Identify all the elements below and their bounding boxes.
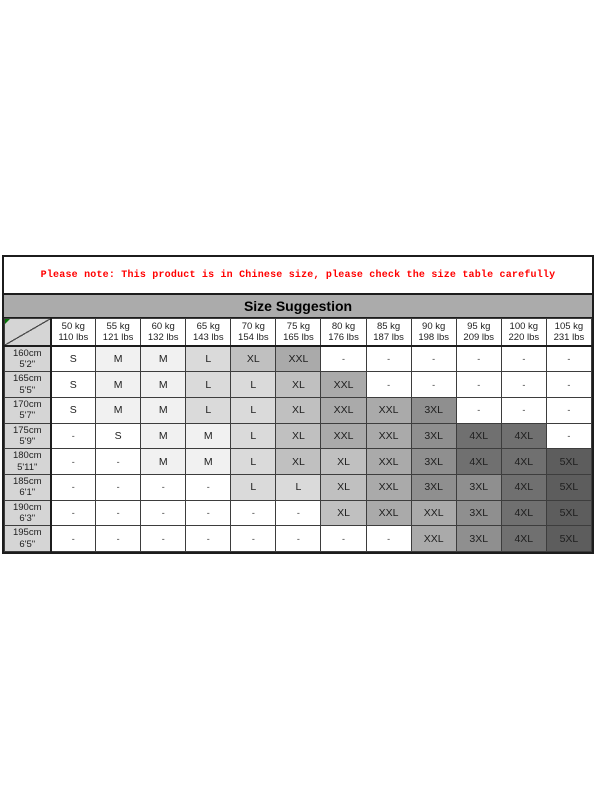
size-table-body: [5, 346, 592, 552]
col-header: 85 kg 187 lbs: [366, 319, 411, 347]
size-cell: L: [231, 474, 276, 500]
size-cell: L: [231, 397, 276, 423]
size-suggestion-title: Size Suggestion: [4, 293, 592, 318]
col-header: 50 kg 110 lbs: [51, 319, 96, 347]
size-cell: M: [96, 372, 141, 398]
size-cell: L: [231, 372, 276, 398]
size-cell: M: [141, 346, 186, 372]
size-cell: XXL: [321, 397, 366, 423]
size-cell: XL: [321, 449, 366, 475]
size-cell: 4XL: [501, 449, 546, 475]
size-cell: 3XL: [411, 449, 456, 475]
size-cell: M: [96, 397, 141, 423]
col-header: 95 kg 209 lbs: [456, 319, 501, 347]
col-header: 105 kg 231 lbs: [546, 319, 591, 347]
size-cell: -: [96, 449, 141, 475]
size-cell: M: [141, 449, 186, 475]
size-cell: 5XL: [546, 500, 591, 526]
table-row: [5, 423, 592, 449]
size-cell: XXL: [366, 449, 411, 475]
size-cell: -: [51, 474, 96, 500]
size-cell: -: [366, 526, 411, 552]
row-header: 180cm 5'11": [5, 449, 51, 475]
col-header: 75 kg 165 lbs: [276, 319, 321, 347]
size-cell: 3XL: [456, 500, 501, 526]
size-cell: -: [51, 526, 96, 552]
size-cell: 3XL: [456, 526, 501, 552]
size-cell: S: [51, 346, 96, 372]
size-chart-sheet: [2, 255, 594, 554]
col-header: 70 kg 154 lbs: [231, 319, 276, 347]
size-cell: 3XL: [456, 474, 501, 500]
size-cell: -: [96, 500, 141, 526]
size-cell: XXL: [321, 423, 366, 449]
size-cell: -: [51, 423, 96, 449]
table-row: [5, 500, 592, 526]
table-row: [5, 526, 592, 552]
size-cell: XXL: [366, 423, 411, 449]
size-cell: 4XL: [501, 500, 546, 526]
size-cell: XXL: [411, 500, 456, 526]
size-cell: -: [411, 372, 456, 398]
size-cell: 5XL: [546, 449, 591, 475]
size-cell: -: [456, 372, 501, 398]
size-cell: -: [141, 526, 186, 552]
size-cell: 4XL: [456, 449, 501, 475]
size-cell: L: [231, 449, 276, 475]
size-cell: -: [96, 474, 141, 500]
size-cell: M: [141, 423, 186, 449]
size-cell: XXL: [411, 526, 456, 552]
size-cell: XL: [276, 449, 321, 475]
size-cell: L: [186, 346, 231, 372]
diagonal-line: [5, 319, 50, 345]
size-cell: M: [96, 346, 141, 372]
size-cell: 3XL: [411, 423, 456, 449]
col-header: 55 kg 121 lbs: [96, 319, 141, 347]
size-cell: -: [96, 526, 141, 552]
row-header: 195cm 6'5": [5, 526, 51, 552]
row-header: 170cm 5'7": [5, 397, 51, 423]
size-cell: 4XL: [501, 423, 546, 449]
col-header: 90 kg 198 lbs: [411, 319, 456, 347]
size-cell: -: [51, 449, 96, 475]
size-cell: -: [366, 346, 411, 372]
size-cell: XXL: [366, 500, 411, 526]
corner-marker-icon: [5, 319, 10, 324]
table-row: [5, 346, 592, 372]
col-header: 100 kg 220 lbs: [501, 319, 546, 347]
size-cell: L: [186, 397, 231, 423]
size-cell: -: [411, 346, 456, 372]
size-cell: XL: [276, 372, 321, 398]
size-cell: 3XL: [411, 397, 456, 423]
size-cell: S: [96, 423, 141, 449]
size-cell: S: [51, 372, 96, 398]
table-row: [5, 397, 592, 423]
table-row: [5, 372, 592, 398]
size-cell: -: [51, 500, 96, 526]
size-cell: 3XL: [411, 474, 456, 500]
row-header: 185cm 6'1": [5, 474, 51, 500]
size-cell: -: [231, 526, 276, 552]
size-cell: -: [501, 372, 546, 398]
chinese-size-note: Please note: This product is in Chinese size, please check the size table carefully: [40, 269, 556, 281]
size-cell: XL: [321, 474, 366, 500]
col-header: 80 kg 176 lbs: [321, 319, 366, 347]
size-cell: -: [276, 500, 321, 526]
header-row: [5, 319, 592, 347]
size-cell: M: [141, 397, 186, 423]
table-row: [5, 474, 592, 500]
size-cell: XXL: [366, 474, 411, 500]
size-cell: XXL: [321, 372, 366, 398]
size-cell: L: [276, 474, 321, 500]
size-cell: -: [546, 423, 591, 449]
col-header: 60 kg 132 lbs: [141, 319, 186, 347]
size-cell: -: [231, 500, 276, 526]
row-header: 190cm 6'3": [5, 500, 51, 526]
size-cell: XL: [231, 346, 276, 372]
size-cell: M: [186, 423, 231, 449]
size-cell: -: [501, 397, 546, 423]
table-row: [5, 449, 592, 475]
size-cell: S: [51, 397, 96, 423]
size-cell: L: [186, 372, 231, 398]
size-cell: -: [321, 526, 366, 552]
size-cell: -: [141, 474, 186, 500]
size-cell: XXL: [366, 397, 411, 423]
size-cell: XXL: [276, 346, 321, 372]
size-cell: -: [186, 526, 231, 552]
size-cell: -: [456, 346, 501, 372]
size-cell: -: [366, 372, 411, 398]
size-cell: -: [546, 372, 591, 398]
row-header: 165cm 5'5": [5, 372, 51, 398]
size-cell: 5XL: [546, 474, 591, 500]
row-header: 175cm 5'9": [5, 423, 51, 449]
size-cell: -: [186, 500, 231, 526]
size-cell: M: [186, 449, 231, 475]
size-cell: XL: [276, 423, 321, 449]
size-cell: XL: [321, 500, 366, 526]
size-cell: -: [186, 474, 231, 500]
size-cell: -: [546, 346, 591, 372]
size-cell: -: [141, 500, 186, 526]
size-cell: -: [546, 397, 591, 423]
size-cell: -: [321, 346, 366, 372]
size-cell: M: [141, 372, 186, 398]
size-cell: 5XL: [546, 526, 591, 552]
size-cell: 4XL: [456, 423, 501, 449]
size-cell: L: [231, 423, 276, 449]
size-cell: -: [456, 397, 501, 423]
size-cell: -: [501, 346, 546, 372]
size-cell: 4XL: [501, 526, 546, 552]
size-cell: XL: [276, 397, 321, 423]
col-header: 65 kg 143 lbs: [186, 319, 231, 347]
size-cell: 4XL: [501, 474, 546, 500]
size-cell: -: [276, 526, 321, 552]
row-header: 160cm 5'2": [5, 346, 51, 372]
size-table: [4, 318, 592, 552]
corner-cell: [5, 319, 51, 347]
